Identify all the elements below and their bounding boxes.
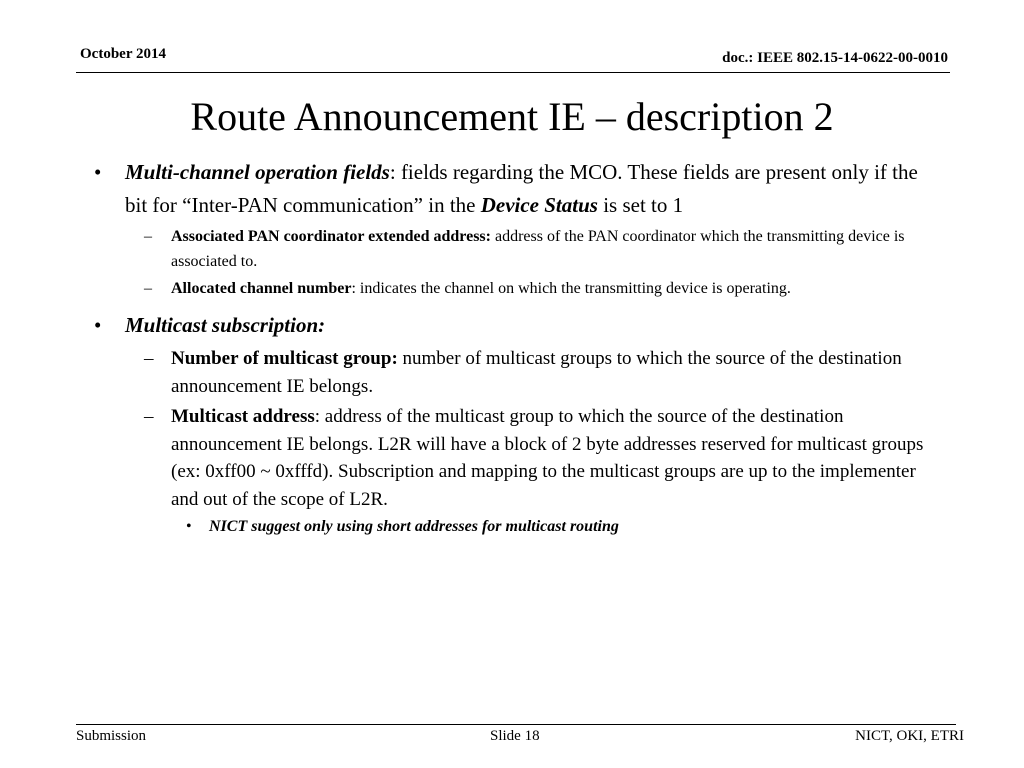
sub-bullet-allocated-channel-number xyxy=(92,276,932,301)
bullet-marker: • xyxy=(94,160,102,184)
sub-bullet-associated-pan-coordinator xyxy=(92,224,932,274)
dash-marker: – xyxy=(144,228,152,245)
term-multi-channel-operation-fields: Multi-channel operation fields xyxy=(125,160,390,184)
bullet-text: : fields regarding the MCO. These fields are present only if the bit for “Inter-PAN communication” in the xyxy=(125,160,918,217)
footer-authors: NICT, OKI, ETRI xyxy=(855,728,964,744)
bullet-multi-channel-operation xyxy=(92,156,932,222)
slide-content xyxy=(92,156,932,539)
dash-marker: – xyxy=(144,406,154,427)
nict-note-text: NICT suggest only using short addresses for multicast routing xyxy=(209,518,619,535)
term-number-of-multicast-group: Number of multicast group: xyxy=(171,348,398,369)
bullet-marker: • xyxy=(94,313,102,337)
sub-bullet-text: : indicates the channel on which the transmitting device is operating. xyxy=(351,280,791,297)
header-doc-id: doc.: IEEE 802.15-14-0622-00-0010 xyxy=(722,50,948,66)
term-multicast-address: Multicast address xyxy=(171,406,315,427)
sub-bullet-text: address of the PAN coordinator which the transmitting device is associated to. xyxy=(171,228,905,270)
sub-sub-bullet-nict-note xyxy=(92,515,932,539)
term-allocated-channel-number: Allocated channel number xyxy=(171,280,352,297)
slide-title: Route Announcement IE – description 2 xyxy=(190,94,834,139)
bullet-marker: • xyxy=(186,518,192,535)
sub-bullet-number-of-multicast-group xyxy=(92,345,932,400)
footer-submission: Submission xyxy=(76,728,147,744)
header-date: October 2014 xyxy=(80,46,166,62)
bullet-text: is set to 1 xyxy=(597,193,684,217)
sub-bullet-text: number of multicast groups to which the source of the destination announcement IE belongs. xyxy=(171,348,902,397)
footer-rule xyxy=(76,724,956,725)
term-associated-pan-coordinator: Associated PAN coordinator extended address: xyxy=(171,228,491,245)
term-device-status: Device Status xyxy=(480,193,598,217)
bullet-multicast-subscription xyxy=(92,309,932,342)
sub-bullet-multicast-address xyxy=(92,403,932,513)
dash-marker: – xyxy=(144,348,154,369)
term-multicast-subscription: Multicast subscription: xyxy=(125,313,326,337)
footer-slide-number: Slide 18 xyxy=(490,728,540,744)
header-rule xyxy=(76,72,950,73)
sub-bullet-text: : address of the multicast group to which the source of the destination announcement IE belongs. L2R will have a block of 2 byte addresses reserved for multicast groups (ex: 0xff00 ~ 0xfffd). Subscription and mapping to the multicast groups are up to the implementer and out of the scope of L2R. xyxy=(171,406,924,510)
dash-marker: – xyxy=(144,280,152,297)
